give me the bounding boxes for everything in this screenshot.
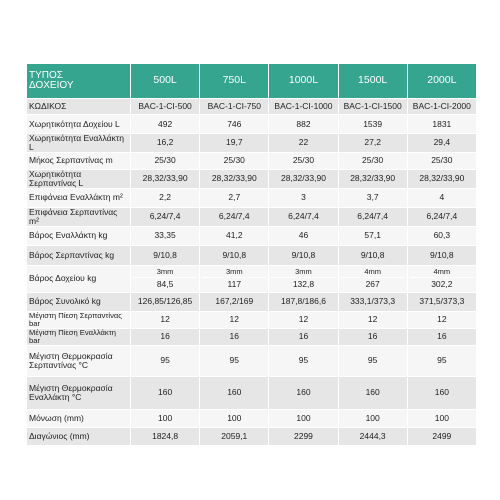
cell-value: 16 (407, 328, 476, 345)
cell-value: 95 (200, 345, 269, 376)
row-label: Μέγιστη Θερμοκρασία Σερπαντίνας °C (27, 345, 131, 376)
cell-value: 100 (131, 409, 200, 427)
cell-value: 9/10,8 (131, 245, 200, 265)
row-label: Χωρητικότητα Δοχείου L (27, 115, 131, 134)
cell-value: 2,7 (200, 188, 269, 207)
cell-value: 4 (407, 188, 476, 207)
row-label: Χωρητικότητα Εναλλάκτη L (27, 134, 131, 153)
tank-weight-cell (338, 265, 407, 292)
table-row (27, 328, 477, 345)
cell-value: 12 (338, 311, 407, 328)
product-code: BAC-1-CI-2000 (407, 99, 476, 115)
cell-value: 95 (131, 345, 200, 376)
wall-thickness: 4mm (341, 266, 405, 278)
cell-value: 28,32/33,90 (338, 169, 407, 188)
table-row (27, 134, 477, 153)
column-header: 1000L (269, 64, 338, 99)
cell-value: 160 (338, 376, 407, 409)
wall-thickness: 3mm (271, 266, 335, 278)
table-row (27, 376, 477, 409)
cell-value: 9/10,8 (200, 245, 269, 265)
cell-value: 29,4 (407, 134, 476, 153)
cell-value: 60,3 (407, 226, 476, 245)
cell-value: 16 (200, 328, 269, 345)
product-code: BAC-1-CI-750 (200, 99, 269, 115)
cell-value: 6,24/7,4 (200, 207, 269, 226)
cell-value: 100 (200, 409, 269, 427)
cell-value: 2444,3 (338, 427, 407, 445)
column-header: 2000L (407, 64, 476, 99)
tank-weight-cell (407, 265, 476, 292)
table-row (27, 311, 477, 328)
cell-value: 160 (131, 376, 200, 409)
cell-value: 1539 (338, 115, 407, 134)
row-label: Διαγώνιος (mm) (27, 427, 131, 445)
table-row (27, 169, 477, 188)
specifications-table (26, 63, 477, 446)
cell-value: 1831 (407, 115, 476, 134)
table-row (27, 115, 477, 134)
cell-value: 41,2 (200, 226, 269, 245)
cell-value: 12 (131, 311, 200, 328)
tank-type-header: ΤΥΠΟΣ ΔΟΧΕΙΟΥ (27, 64, 131, 99)
cell-value: 160 (269, 376, 338, 409)
column-header: 750L (200, 64, 269, 99)
cell-value: 16 (131, 328, 200, 345)
row-label: Βάρος Σερπαντίνας kg (27, 245, 131, 265)
product-code: BAC-1-CI-1000 (269, 99, 338, 115)
cell-value: 2499 (407, 427, 476, 445)
tank-weight-value: 302,2 (431, 279, 453, 290)
cell-value: 12 (200, 311, 269, 328)
column-header: 500L (131, 64, 200, 99)
cell-value: 100 (269, 409, 338, 427)
row-label: Μέγιστη Θερμοκρασία Εναλλάκτη °C (27, 376, 131, 409)
cell-value: 25/30 (338, 152, 407, 169)
cell-value: 12 (407, 311, 476, 328)
table-row (27, 292, 477, 311)
cell-value: 100 (338, 409, 407, 427)
cell-value: 16 (338, 328, 407, 345)
column-header: 1500L (338, 64, 407, 99)
wall-thickness: 4mm (410, 266, 474, 278)
cell-value: 746 (200, 115, 269, 134)
row-label: Επιφάνεια Εναλλάκτη m² (27, 188, 131, 207)
cell-value: 12 (269, 311, 338, 328)
cell-value: 3 (269, 188, 338, 207)
cell-value: 25/30 (269, 152, 338, 169)
table-row (27, 409, 477, 427)
cell-value: 16,2 (131, 134, 200, 153)
cell-value: 22 (269, 134, 338, 153)
tank-weight-value: 267 (365, 279, 380, 290)
tank-weight-row (27, 265, 477, 292)
table-row (27, 226, 477, 245)
cell-value: 3,7 (338, 188, 407, 207)
table-row (27, 427, 477, 445)
cell-value: 28,32/33,90 (269, 169, 338, 188)
cell-value: 167,2/169 (200, 292, 269, 311)
cell-value: 187,8/186,6 (269, 292, 338, 311)
tank-weight-value: 84,5 (156, 279, 174, 290)
cell-value: 28,32/33,90 (200, 169, 269, 188)
cell-value: 25/30 (131, 152, 200, 169)
row-label: Βάρος Εναλλάκτη kg (27, 226, 131, 245)
table-row (27, 188, 477, 207)
tank-weight-cell (269, 265, 338, 292)
cell-value: 371,5/373,3 (407, 292, 476, 311)
tank-weight-value: 132,8 (292, 279, 315, 290)
cell-value: 28,32/33,90 (407, 169, 476, 188)
wall-thickness: 3mm (202, 266, 266, 278)
cell-value: 25/30 (407, 152, 476, 169)
cell-value: 19,7 (200, 134, 269, 153)
cell-value: 2,2 (131, 188, 200, 207)
cell-value: 28,32/33,90 (131, 169, 200, 188)
cell-value: 333,1/373,3 (338, 292, 407, 311)
wall-thickness: 3mm (133, 266, 197, 278)
cell-value: 9/10,8 (269, 245, 338, 265)
table-row (27, 152, 477, 169)
cell-value: 46 (269, 226, 338, 245)
table-row (27, 207, 477, 226)
cell-value: 95 (407, 345, 476, 376)
cell-value: 95 (269, 345, 338, 376)
table-row (27, 245, 477, 265)
row-label: Χωρητικότητα Σερπαντίνας L (27, 169, 131, 188)
cell-value: 100 (407, 409, 476, 427)
tank-weight-cell (131, 265, 200, 292)
row-label: Μόνωση (mm) (27, 409, 131, 427)
cell-value: 57,1 (338, 226, 407, 245)
cell-value: 95 (338, 345, 407, 376)
row-label: Μήκος Σερπαντίνας m (27, 152, 131, 169)
cell-value: 33,35 (131, 226, 200, 245)
cell-value: 2299 (269, 427, 338, 445)
cell-value: 882 (269, 115, 338, 134)
cell-value: 160 (200, 376, 269, 409)
cell-value: 2059,1 (200, 427, 269, 445)
cell-value: 6,24/7,4 (407, 207, 476, 226)
cell-value: 6,24/7,4 (131, 207, 200, 226)
row-label: ΚΩΔΙΚΟΣ (27, 99, 131, 115)
tank-weight-value: 117 (227, 279, 242, 290)
header-row (27, 64, 477, 99)
cell-value: 492 (131, 115, 200, 134)
cell-value: 1824,8 (131, 427, 200, 445)
cell-value: 25/30 (200, 152, 269, 169)
cell-value: 160 (407, 376, 476, 409)
cell-value: 9/10,8 (338, 245, 407, 265)
cell-value: 9/10,8 (407, 245, 476, 265)
cell-value: 16 (269, 328, 338, 345)
row-label: Μέγιστη Πίεση Σερπαντίνας bar (27, 311, 131, 328)
row-label: Μέγιστη Πίεση Εναλλάκτη bar (27, 328, 131, 345)
row-label: Βάρος Δοχείου kg (27, 265, 131, 292)
product-code: BAC-1-CI-1500 (338, 99, 407, 115)
row-label: Βάρος Συνολικό kg (27, 292, 131, 311)
cell-value: 126,85/126,85 (131, 292, 200, 311)
product-code: BAC-1-CI-500 (131, 99, 200, 115)
code-row (27, 99, 477, 115)
tank-weight-cell (200, 265, 269, 292)
cell-value: 27,2 (338, 134, 407, 153)
table-row (27, 345, 477, 376)
cell-value: 6,24/7,4 (338, 207, 407, 226)
cell-value: 6,24/7,4 (269, 207, 338, 226)
row-label: Επιφάνεια Σερπαντίνας m² (27, 207, 131, 226)
